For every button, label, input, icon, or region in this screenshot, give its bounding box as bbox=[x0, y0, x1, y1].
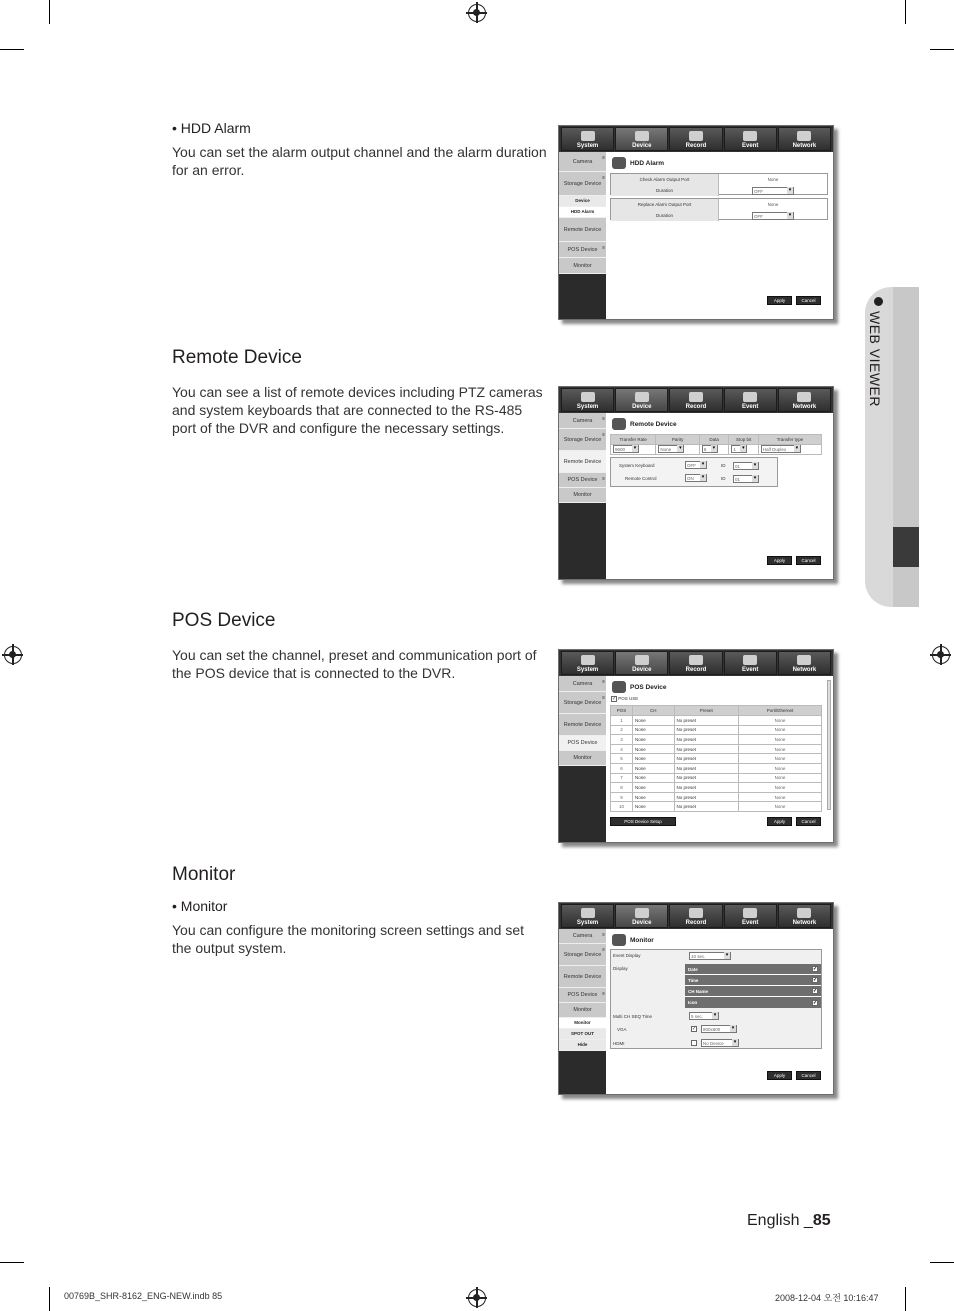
check-alarm-output-port-value[interactable]: None bbox=[767, 177, 779, 182]
record-icon bbox=[689, 655, 703, 665]
cancel-button[interactable]: Cancel bbox=[796, 1071, 821, 1080]
sidebar-subitem-device[interactable]: Device bbox=[559, 196, 606, 207]
sidebar-item-storage-device[interactable]: Storage Device ≡ bbox=[559, 692, 606, 714]
hdmi-checkbox[interactable] bbox=[691, 1040, 697, 1046]
stop-bit-select[interactable]: 1 ▾ bbox=[731, 445, 747, 453]
record-icon bbox=[689, 131, 703, 141]
content-area bbox=[606, 929, 833, 1094]
toolbar-system[interactable]: System bbox=[561, 127, 614, 151]
icon-checkbox[interactable]: ✓ bbox=[813, 999, 818, 1006]
toolbar-event[interactable]: Event bbox=[724, 127, 777, 151]
sidebar-subitem-monitor[interactable]: Monitor bbox=[559, 1018, 606, 1029]
crop-mark bbox=[49, 0, 50, 24]
duration-select[interactable]: OFF ▾ bbox=[752, 212, 794, 220]
toolbar-event[interactable]: Event bbox=[724, 904, 777, 928]
table-row[interactable]: 2 None No preset None bbox=[611, 725, 822, 735]
sidebar-item-monitor[interactable]: Monitor bbox=[559, 1003, 606, 1018]
vga-checkbox[interactable]: ✓ bbox=[692, 1026, 697, 1032]
sidebar-item-pos-device[interactable]: POS Device ≡ bbox=[559, 988, 606, 1003]
event-icon bbox=[743, 655, 757, 665]
network-icon bbox=[797, 908, 811, 918]
cancel-button[interactable]: Cancel bbox=[796, 817, 821, 826]
cancel-button[interactable]: Cancel bbox=[796, 296, 821, 305]
event-icon bbox=[743, 131, 757, 141]
device-icon bbox=[635, 908, 649, 918]
sidebar-item-monitor[interactable]: Monitor bbox=[559, 751, 606, 766]
apply-button[interactable]: Apply bbox=[767, 1071, 792, 1080]
scrollbar[interactable] bbox=[827, 680, 831, 810]
toolbar-record[interactable]: Record bbox=[669, 651, 722, 675]
remote-device-heading: Remote Device bbox=[172, 347, 302, 368]
content-area bbox=[606, 152, 833, 319]
monitor-heading: Monitor bbox=[172, 864, 236, 885]
panel-title: Remote Device bbox=[612, 418, 677, 430]
page-number: English _85 bbox=[747, 1212, 831, 1229]
hdmi-resolution-select[interactable]: No Device ▾ bbox=[701, 1039, 739, 1047]
sidebar-item-remote-device[interactable]: Remote Device bbox=[559, 451, 606, 473]
sidebar-item-monitor[interactable]: Monitor bbox=[559, 488, 606, 503]
toolbar-system[interactable]: System bbox=[561, 388, 614, 412]
toolbar bbox=[559, 650, 833, 676]
sidebar-item-camera[interactable]: Camera ≡ bbox=[559, 152, 606, 172]
pos-device-heading: POS Device bbox=[172, 610, 276, 631]
panel-icon bbox=[612, 934, 626, 946]
sidebar-subitem-hide[interactable]: Hide bbox=[559, 1040, 606, 1051]
hdd-alarm-bullet: • HDD Alarm bbox=[172, 120, 251, 136]
table-row[interactable]: 5 None No preset None bbox=[611, 754, 822, 764]
remote-control-select[interactable]: ON ▾ bbox=[685, 474, 707, 482]
crop-mark bbox=[0, 49, 24, 50]
hdd-alarm-description: You can set the alarm output channel and the alarm duration for an error. bbox=[172, 144, 547, 178]
sidebar-item-storage-device[interactable]: Storage Device ≡ bbox=[559, 429, 606, 451]
registration-mark-icon bbox=[932, 646, 950, 664]
print-slug-right: 2008-12-04 오전 10:16:47 bbox=[775, 1293, 879, 1303]
toolbar bbox=[559, 126, 833, 152]
content-area bbox=[606, 676, 833, 842]
monitor-settings-form: Event Display 10 sec. ▾ Display Date ✓ Time ✓ CH Name ✓ Icon ✓ Multi CH SEQ Time 5 sec. ▾ VGA ✓ 800x600 ▾ HDMI No Device ▾ bbox=[610, 949, 822, 1049]
panel-icon bbox=[612, 681, 626, 693]
system-icon bbox=[581, 908, 595, 918]
replace-form: Replace Alarm Output Port None Duration OFF ▾ bbox=[610, 198, 828, 220]
sidebar-item-remote-device[interactable]: Remote Device bbox=[559, 218, 606, 242]
table-row[interactable]: 9 None No preset None bbox=[611, 792, 822, 802]
system-icon bbox=[581, 655, 595, 665]
alarm-form: Check Alarm Output Port None Duration OFF ▾ bbox=[610, 173, 828, 195]
display-item-list: Date ✓ Time ✓ CH Name ✓ Icon ✓ bbox=[685, 964, 821, 1008]
date-checkbox[interactable]: ✓ bbox=[813, 966, 818, 972]
system-icon bbox=[581, 131, 595, 141]
toolbar-system[interactable]: System bbox=[561, 904, 614, 928]
toolbar-network[interactable]: Network bbox=[778, 127, 831, 151]
replace-alarm-output-port-value[interactable]: None bbox=[767, 202, 779, 207]
pos-use-checkbox[interactable]: ✓ bbox=[612, 696, 617, 702]
side-tab bbox=[865, 287, 919, 607]
cancel-button[interactable]: Cancel bbox=[796, 556, 821, 565]
system-icon bbox=[581, 392, 595, 402]
crop-mark bbox=[905, 1287, 906, 1311]
sidebar bbox=[559, 929, 606, 1094]
device-icon bbox=[635, 392, 649, 402]
table-row[interactable]: 4 None No preset None bbox=[611, 744, 822, 754]
apply-button[interactable]: Apply bbox=[767, 296, 792, 305]
multi-ch-seq-time-select[interactable]: 5 sec. ▾ bbox=[689, 1012, 719, 1020]
pos-device-screenshot bbox=[558, 649, 834, 843]
panel-icon bbox=[612, 157, 626, 169]
system-keyboard-select[interactable]: OFF ▾ bbox=[685, 461, 707, 469]
toolbar-record[interactable]: Record bbox=[669, 388, 722, 412]
panel-title: POS Device bbox=[612, 681, 667, 693]
sidebar bbox=[559, 152, 606, 319]
sidebar-item-pos-device[interactable]: POS Device ≡ bbox=[559, 242, 606, 258]
device-icon bbox=[635, 131, 649, 141]
crop-mark bbox=[905, 0, 906, 24]
keyboard-id-stepper[interactable]: 01 ▾ bbox=[733, 462, 759, 470]
sidebar-item-remote-device[interactable]: Remote Device bbox=[559, 966, 606, 988]
device-icon bbox=[635, 655, 649, 665]
rs485-settings-table: Transfer Rate Parity Data Stop bit Transfer type 9600 ▾ None ▾ 8 ▾ 1 ▾ Half Duplex ▾ bbox=[610, 434, 822, 455]
record-icon bbox=[689, 908, 703, 918]
monitor-screenshot bbox=[558, 902, 834, 1095]
toolbar-device[interactable]: Device bbox=[615, 127, 668, 151]
toolbar-device[interactable]: Device bbox=[615, 904, 668, 928]
event-display-select[interactable]: 10 sec. ▾ bbox=[689, 952, 731, 960]
crop-mark bbox=[49, 1287, 50, 1311]
monitor-description: You can configure the monitoring screen settings and set the output system. bbox=[172, 922, 525, 956]
pos-device-setup-button[interactable]: POS Device Setup bbox=[610, 817, 676, 826]
panel-title: HDD Alarm bbox=[612, 157, 664, 169]
sidebar-item-storage-device[interactable]: Storage Device ≡ bbox=[559, 944, 606, 966]
pos-table: POS CH Preset Port/Ethernet 1 None No preset None 2 None No preset None 3 None No preset None 4 None No preset None 5 None No preset None 6 None No preset None 7 None No preset None 8 None No preset None 9 None No preset None 10 None No preset None bbox=[610, 705, 822, 812]
monitor-bullet: • Monitor bbox=[172, 898, 228, 914]
table-row[interactable]: 6 None No preset None bbox=[611, 763, 822, 773]
network-icon bbox=[797, 392, 811, 402]
toolbar-system[interactable]: System bbox=[561, 651, 614, 675]
data-select[interactable]: 8 ▾ bbox=[702, 445, 718, 453]
parity-select[interactable]: None ▾ bbox=[658, 445, 684, 453]
toolbar bbox=[559, 387, 833, 413]
toolbar bbox=[559, 903, 833, 929]
bullet-icon bbox=[874, 297, 883, 306]
content-area bbox=[606, 413, 833, 579]
time-checkbox[interactable]: ✓ bbox=[813, 977, 818, 983]
apply-button[interactable]: Apply bbox=[767, 817, 792, 826]
apply-button[interactable]: Apply bbox=[767, 556, 792, 565]
print-slug-left: 00769B_SHR-8162_ENG-NEW.indb 85 bbox=[64, 1291, 223, 1301]
registration-mark-icon bbox=[4, 646, 22, 664]
sidebar-item-pos-device[interactable]: POS Device bbox=[559, 736, 606, 751]
crop-mark bbox=[930, 49, 954, 50]
hdd-alarm-screenshot bbox=[558, 125, 834, 320]
pos-use-label: POS USE bbox=[618, 696, 639, 702]
registration-mark-icon bbox=[468, 4, 486, 22]
table-row[interactable]: 8 None No preset None bbox=[611, 783, 822, 793]
registration-mark-icon bbox=[468, 1289, 486, 1307]
keyboard-remote-box: System Keyboard OFF ▾ ID 01 ▾ Remote Control ON ▾ ID 01 ▾ bbox=[610, 457, 778, 487]
table-row[interactable]: 1 None No preset None bbox=[611, 716, 822, 726]
toolbar-device[interactable]: Device bbox=[615, 651, 668, 675]
toolbar-network[interactable]: Network bbox=[778, 388, 831, 412]
sidebar-item-camera[interactable]: Camera ≡ bbox=[559, 929, 606, 944]
crop-mark bbox=[0, 1262, 24, 1263]
sidebar-subitem-hdd-alarm[interactable]: HDD Alarm bbox=[559, 207, 606, 218]
panel-icon bbox=[612, 418, 626, 430]
transfer-rate-select[interactable]: 9600 ▾ bbox=[613, 445, 639, 453]
vga-resolution-select[interactable]: 800x600 ▾ bbox=[701, 1025, 737, 1033]
crop-mark bbox=[930, 1262, 954, 1263]
event-icon bbox=[743, 908, 757, 918]
pos-device-description: You can set the channel, preset and communication port of the POS device that is connected to the DVR. bbox=[172, 647, 537, 681]
remote-device-screenshot bbox=[558, 386, 834, 580]
toolbar-network[interactable]: Network bbox=[778, 651, 831, 675]
network-icon bbox=[797, 131, 811, 141]
side-tab-label: WEB VIEWER bbox=[867, 311, 883, 408]
sidebar-item-pos-device[interactable]: POS Device ≡ bbox=[559, 473, 606, 488]
sidebar-item-remote-device[interactable]: Remote Device bbox=[559, 714, 606, 736]
panel-title: Monitor bbox=[612, 934, 654, 946]
network-icon bbox=[797, 655, 811, 665]
record-icon bbox=[689, 392, 703, 402]
sidebar bbox=[559, 676, 606, 842]
toolbar-record[interactable]: Record bbox=[669, 904, 722, 928]
toolbar-event[interactable]: Event bbox=[724, 388, 777, 412]
sidebar-item-camera[interactable]: Camera ≡ bbox=[559, 413, 606, 429]
event-icon bbox=[743, 392, 757, 402]
sidebar-subitem-spot-out[interactable]: SPOT OUT bbox=[559, 1029, 606, 1040]
sidebar-item-storage-device[interactable]: Storage Device ≡ bbox=[559, 172, 606, 196]
ch-name-checkbox[interactable]: ✓ bbox=[813, 988, 818, 994]
remote-device-description: You can see a list of remote devices including PTZ cameras and system keyboards that are connected to the RS-485 port of the DVR and configure the necessary settings. bbox=[172, 384, 543, 436]
table-row[interactable]: 10 None No preset None bbox=[611, 802, 822, 812]
table-row[interactable]: 3 None No preset None bbox=[611, 735, 822, 745]
remote-id-stepper[interactable]: 01 ▾ bbox=[733, 475, 759, 483]
sidebar-item-monitor[interactable]: Monitor bbox=[559, 258, 606, 274]
transfer-type-select[interactable]: Half Duplex ▾ bbox=[761, 445, 801, 453]
toolbar-event[interactable]: Event bbox=[724, 651, 777, 675]
duration-select[interactable]: OFF ▾ bbox=[752, 187, 794, 195]
toolbar-network[interactable]: Network bbox=[778, 904, 831, 928]
sidebar-item-camera[interactable]: Camera ≡ bbox=[559, 676, 606, 692]
sidebar bbox=[559, 413, 606, 579]
toolbar-device[interactable]: Device bbox=[615, 388, 668, 412]
table-row[interactable]: 7 None No preset None bbox=[611, 773, 822, 783]
toolbar-record[interactable]: Record bbox=[669, 127, 722, 151]
